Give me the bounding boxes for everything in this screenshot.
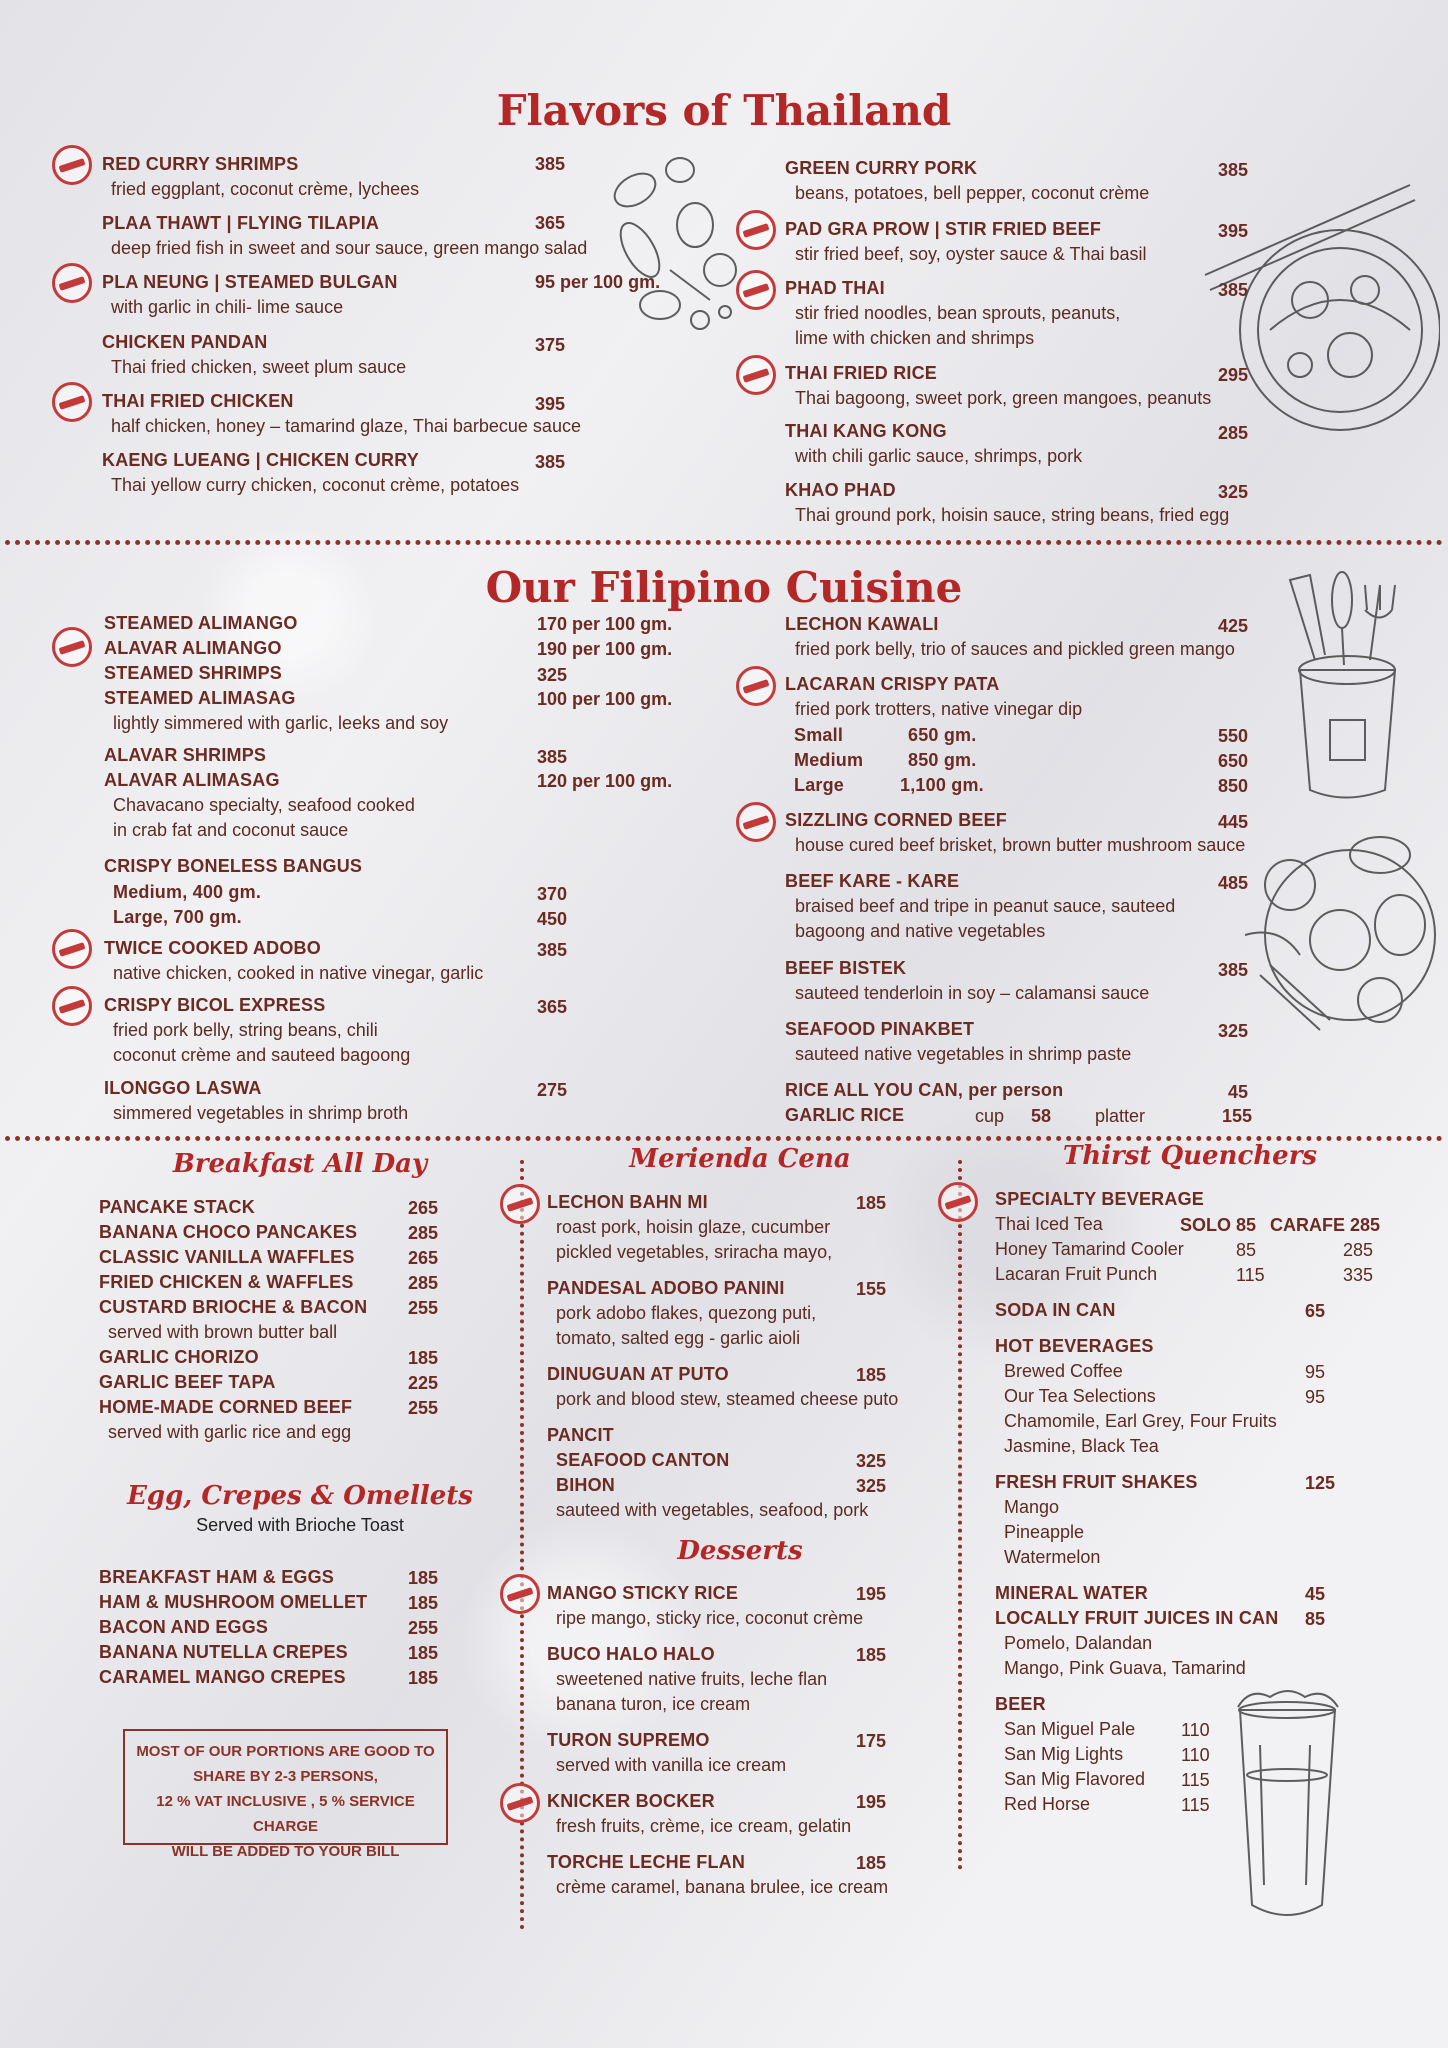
dish-price: 285	[408, 1273, 439, 1293]
dish-name: LECHON KAWALI	[785, 614, 939, 634]
dish-price: 485	[1218, 873, 1249, 893]
dish-price: 385	[1218, 960, 1249, 980]
dish-desc: sauteed tenderloin in soy – calamansi sauce	[795, 983, 1150, 1003]
dish-name: KHAO PHAD	[785, 480, 896, 500]
drink-category: HOT BEVERAGES	[995, 1336, 1154, 1356]
dish-size: Large, 700 gm.	[113, 907, 242, 927]
dish-weight: 850 gm.	[908, 750, 977, 770]
dish-price: 385	[537, 747, 568, 767]
drink-price: 110	[1181, 1720, 1210, 1740]
recommended-stamp-icon	[500, 1783, 540, 1823]
dish-desc: crème caramel, banana brulee, ice cream	[556, 1877, 889, 1897]
desserts-title: Desserts	[677, 1536, 803, 1566]
dish-price: 550	[1218, 726, 1249, 746]
dish-name: PANCAKE STACK	[99, 1197, 255, 1217]
dish-price: 265	[408, 1198, 439, 1218]
dish-weight: 1,100 gm.	[900, 775, 984, 795]
dish-name: KAENG LUEANG | CHICKEN CURRY	[102, 450, 419, 470]
dish-desc: with garlic in chili- lime sauce	[111, 297, 344, 317]
dish-name: PAD GRA PROW | STIR FRIED BEEF	[785, 219, 1102, 239]
recommended-stamp-icon	[52, 986, 92, 1026]
drink-category: FRESH FRUIT SHAKES	[995, 1472, 1198, 1492]
dish-desc: in crab fat and coconut sauce	[113, 820, 349, 840]
dish-desc: fried pork trotters, native vinegar dip	[795, 699, 1083, 719]
dish-price: 325	[1218, 1021, 1249, 1041]
dish-desc: Thai ground pork, hoisin sauce, string beans, fried egg	[795, 505, 1230, 525]
filipino-title: Our Filipino Cuisine	[485, 563, 963, 612]
dish-name: MANGO STICKY RICE	[547, 1583, 739, 1603]
dish-desc: Thai bagoong, sweet pork, green mangoes, peanuts	[795, 388, 1212, 408]
dish-sub: BIHON	[556, 1475, 615, 1495]
recommended-stamp-icon	[52, 382, 92, 422]
recommended-stamp-icon	[52, 263, 92, 303]
drink-category: SODA IN CAN	[995, 1300, 1116, 1320]
dish-price: 185	[408, 1668, 439, 1688]
dish-desc: fresh fruits, crème, ice cream, gelatin	[556, 1816, 852, 1836]
drink-category: SPECIALTY BEVERAGE	[995, 1189, 1204, 1209]
dish-desc: fried pork belly, trio of sauces and pickled green mango	[795, 639, 1235, 659]
dish-name: STEAMED ALIMANGO	[104, 613, 298, 633]
dish-desc: deep fried fish in sweet and sour sauce, green mango salad	[111, 238, 588, 258]
dish-price: 100 per 100 gm.	[537, 689, 673, 709]
dish-desc: Thai yellow curry chicken, coconut crème, potatoes	[111, 475, 520, 495]
dish-desc: Thai fried chicken, sweet plum sauce	[111, 357, 407, 377]
eggs-subtitle: Served with Brioche Toast	[196, 1515, 404, 1535]
dish-price: 370	[537, 884, 568, 904]
dish-price: 255	[408, 1298, 439, 1318]
dish-desc: banana turon, ice cream	[556, 1694, 751, 1714]
recommended-stamp-icon	[736, 666, 776, 706]
dish-price: 155	[856, 1279, 887, 1299]
dish-desc: served with garlic rice and egg	[108, 1422, 352, 1442]
dish-price: 185	[856, 1193, 887, 1213]
dish-name: BUCO HALO HALO	[547, 1644, 715, 1664]
dish-name: GARLIC BEEF TAPA	[99, 1372, 276, 1392]
dish-name: FRIED CHICKEN & WAFFLES	[99, 1272, 354, 1292]
dish-name: PANDESAL ADOBO PANINI	[547, 1278, 785, 1298]
drink-category: BEER	[995, 1694, 1046, 1714]
notice-line: WILL BE ADDED TO YOUR BILL	[171, 1843, 400, 1860]
dish-name: GARLIC RICE	[785, 1105, 905, 1125]
drink-name: Chamomile, Earl Grey, Four Fruits	[1004, 1411, 1277, 1431]
dish-name: TORCHE LECHE FLAN	[547, 1852, 746, 1872]
dish-price: 58	[1031, 1106, 1052, 1126]
dish-name: SEAFOOD PINAKBET	[785, 1019, 975, 1039]
dish-price: 45	[1228, 1082, 1249, 1102]
dish-name: ALAVAR SHRIMPS	[104, 745, 267, 765]
dish-price: 325	[856, 1476, 887, 1496]
dish-price: 850	[1218, 776, 1249, 796]
noodle-bowl-sketch-icon	[1200, 180, 1440, 440]
recommended-stamp-icon	[52, 627, 92, 667]
dish-price: 395	[535, 394, 566, 414]
drink-price-solo: 85	[1236, 1240, 1257, 1260]
dish-price: 395	[1218, 221, 1249, 241]
drink-name: Lacaran Fruit Punch	[995, 1264, 1158, 1284]
dish-price: 445	[1218, 812, 1249, 832]
dish-desc: roast pork, hoisin glaze, cucumber	[556, 1217, 831, 1237]
dish-desc: fried eggplant, coconut crème, lychees	[111, 179, 420, 199]
eggs-title: Egg, Crepes & Omellets	[127, 1481, 473, 1511]
drink-name: San Miguel Pale	[1004, 1719, 1136, 1739]
dish-name: BANANA CHOCO PANCAKES	[99, 1222, 358, 1242]
dish-price: 185	[408, 1568, 439, 1588]
dish-desc: Chavacano specialty, seafood cooked	[113, 795, 415, 815]
dish-desc: served with vanilla ice cream	[556, 1755, 787, 1775]
dish-sub: SEAFOOD CANTON	[556, 1450, 730, 1470]
dish-name: HOME-MADE CORNED BEEF	[99, 1397, 353, 1417]
dish-price: 185	[408, 1348, 439, 1368]
drink-price: 125	[1305, 1473, 1336, 1493]
notice-line: SHARE BY 2-3 PERSONS,	[193, 1768, 378, 1785]
dish-name: LECHON BAHN MI	[547, 1192, 708, 1212]
dish-name: THAI FRIED RICE	[785, 363, 938, 383]
drink-category: MINERAL WATER	[995, 1583, 1148, 1603]
dish-price: 325	[856, 1451, 887, 1471]
dish-name: STEAMED SHRIMPS	[104, 663, 283, 683]
drink-price: 115	[1181, 1770, 1210, 1790]
dish-price: 265	[408, 1248, 439, 1268]
dish-name: RED CURRY SHRIMPS	[102, 154, 299, 174]
dish-desc: fried pork belly, string beans, chili	[113, 1020, 378, 1040]
dish-price: 275	[537, 1080, 568, 1100]
dish-price: 365	[535, 213, 566, 233]
drink-name: San Mig Flavored	[1004, 1769, 1146, 1789]
dish-name: BEEF BISTEK	[785, 958, 907, 978]
recommended-stamp-icon	[736, 270, 776, 310]
dish-name: ALAVAR ALIMANGO	[104, 638, 282, 658]
recommended-stamp-icon	[938, 1182, 978, 1222]
dish-name: BACON AND EGGS	[99, 1617, 269, 1637]
drink-price: 110	[1181, 1745, 1210, 1765]
dish-price: 385	[535, 452, 566, 472]
dish-price: 175	[856, 1731, 887, 1751]
dish-desc: braised beef and tripe in peanut sauce, sauteed	[795, 896, 1176, 916]
dish-desc: native chicken, cooked in native vinegar, garlic	[113, 963, 484, 983]
drink-name: Mango, Pink Guava, Tamarind	[1004, 1658, 1246, 1678]
drink-name: Brewed Coffee	[1004, 1361, 1123, 1381]
dish-price: 325	[537, 665, 568, 685]
dish-desc: sweetened native fruits, leche flan	[556, 1669, 828, 1689]
drink-name: San Mig Lights	[1004, 1744, 1124, 1764]
dish-name: HAM & MUSHROOM OMELLET	[99, 1592, 368, 1612]
dish-name: GREEN CURRY PORK	[785, 158, 978, 178]
thailand-title: Flavors of Thailand	[496, 86, 952, 135]
drink-name: Mango	[1004, 1497, 1060, 1517]
dish-price: 155	[1222, 1106, 1253, 1126]
dish-name: THAI FRIED CHICKEN	[102, 391, 294, 411]
dish-desc: beans, potatoes, bell pepper, coconut crème	[795, 183, 1150, 203]
dish-desc: stir fried noodles, bean sprouts, peanuts,	[795, 303, 1121, 323]
drink-price: 95	[1305, 1362, 1326, 1382]
dish-name: CRISPY BONELESS BANGUS	[104, 856, 363, 876]
dish-desc: simmered vegetables in shrimp broth	[113, 1103, 409, 1123]
drink-name: Jasmine, Black Tea	[1004, 1436, 1159, 1456]
drink-price: 115	[1181, 1795, 1210, 1815]
notice-line: 12 % VAT INCLUSIVE , 5 % SERVICE CHARGE	[156, 1793, 415, 1835]
recommended-stamp-icon	[52, 145, 92, 185]
dish-name: RICE ALL YOU CAN, per person	[785, 1080, 1064, 1100]
dish-desc: lime with chicken and shrimps	[795, 328, 1035, 348]
dish-desc: house cured beef brisket, brown butter mushroom sauce	[795, 835, 1246, 855]
dish-name: PLAA THAWT | FLYING TILAPIA	[102, 213, 380, 233]
dish-weight: 650 gm.	[908, 725, 977, 745]
notice-line: MOST OF OUR PORTIONS ARE GOOD TO	[136, 1743, 435, 1760]
dish-name: ILONGGO LASWA	[104, 1078, 262, 1098]
dish-name: DINUGUAN AT PUTO	[547, 1364, 729, 1384]
dish-desc: ripe mango, sticky rice, coconut crème	[556, 1608, 864, 1628]
dish-price: 95 per 100 gm.	[535, 272, 661, 292]
dish-name: KNICKER BOCKER	[547, 1791, 715, 1811]
service-notice	[123, 1729, 448, 1860]
dish-price: 650	[1218, 751, 1249, 771]
vegetables-sketch-icon	[1230, 815, 1445, 1045]
dish-size: Medium	[794, 750, 864, 770]
dish-price: 325	[1218, 482, 1249, 502]
ingredients-sketch-icon	[600, 150, 750, 340]
dish-price: 195	[856, 1584, 887, 1604]
dish-desc: pork and blood stew, steamed cheese puto	[556, 1389, 899, 1409]
dish-price: 185	[856, 1853, 887, 1873]
dish-desc: coconut crème and sauteed bagoong	[113, 1045, 411, 1065]
dish-price: 225	[408, 1373, 439, 1393]
dish-desc: pork adobo flakes, quezong puti,	[556, 1303, 817, 1323]
portion-label: cup	[975, 1106, 1005, 1126]
dish-name: SIZZLING CORNED BEEF	[785, 810, 1008, 830]
drink-price-carafe: 335	[1343, 1265, 1374, 1285]
dish-name: THAI KANG KONG	[785, 421, 947, 441]
drink-price-carafe: CARAFE 285	[1270, 1215, 1381, 1235]
dish-price: 190 per 100 gm.	[537, 639, 673, 659]
recommended-stamp-icon	[736, 355, 776, 395]
dish-desc: lightly simmered with garlic, leeks and soy	[113, 713, 449, 733]
dish-price: 285	[408, 1223, 439, 1243]
drink-price: 45	[1305, 1584, 1326, 1604]
dish-name: LACARAN CRISPY PATA	[785, 674, 1000, 694]
dish-price: 185	[856, 1645, 887, 1665]
dish-name: CRISPY BICOL EXPRESS	[104, 995, 326, 1015]
dish-size: Medium, 400 gm.	[113, 882, 262, 902]
dish-name: CARAMEL MANGO CREPES	[99, 1667, 346, 1687]
dish-name: BEEF KARE - KARE	[785, 871, 960, 891]
dish-name: ALAVAR ALIMASAG	[104, 770, 280, 790]
dish-price: 425	[1218, 616, 1249, 636]
dish-price: 450	[537, 909, 568, 929]
dish-price: 385	[1218, 280, 1249, 300]
utensil-holder-sketch-icon	[1270, 570, 1420, 805]
drink-category: LOCALLY FRUIT JUICES IN CAN	[995, 1608, 1279, 1628]
dish-size: Large	[794, 775, 845, 795]
recommended-stamp-icon	[500, 1574, 540, 1614]
dish-price: 170 per 100 gm.	[537, 614, 673, 634]
dish-name: BREAKFAST HAM & EGGS	[99, 1567, 335, 1587]
beer-glass-sketch-icon	[1230, 1685, 1345, 1930]
drink-name: Honey Tamarind Cooler	[995, 1239, 1184, 1259]
dish-name: CHICKEN PANDAN	[102, 332, 268, 352]
dish-desc: sauteed native vegetables in shrimp paste	[795, 1044, 1132, 1064]
dish-price: 295	[1218, 365, 1249, 385]
recommended-stamp-icon	[52, 929, 92, 969]
dish-price: 255	[408, 1398, 439, 1418]
dish-name: BANANA NUTELLA CREPES	[99, 1642, 348, 1662]
dish-price: 195	[856, 1792, 887, 1812]
recommended-stamp-icon	[736, 802, 776, 842]
dish-name: CUSTARD BRIOCHE & BACON	[99, 1297, 368, 1317]
dish-desc: pickled vegetables, sriracha mayo,	[556, 1242, 833, 1262]
dish-desc: sauteed with vegetables, seafood, pork	[556, 1500, 869, 1520]
drink-price-carafe: 285	[1343, 1240, 1374, 1260]
dish-name: GARLIC CHORIZO	[99, 1347, 259, 1367]
portion-label: platter	[1095, 1106, 1146, 1126]
dish-price: 185	[408, 1593, 439, 1613]
dish-name: TURON SUPREMO	[547, 1730, 710, 1750]
drink-name: Red Horse	[1004, 1794, 1091, 1814]
dish-size: Small	[794, 725, 844, 745]
merienda-title: Merienda Cena	[629, 1144, 851, 1174]
dish-price: 285	[1218, 423, 1249, 443]
dish-name: TWICE COOKED ADOBO	[104, 938, 321, 958]
drink-price-solo: SOLO 85	[1180, 1215, 1257, 1235]
dish-price: 365	[537, 997, 568, 1017]
dish-name: CLASSIC VANILLA WAFFLES	[99, 1247, 355, 1267]
drink-price: 65	[1305, 1301, 1326, 1321]
dish-name: STEAMED ALIMASAG	[104, 688, 296, 708]
dish-price: 185	[856, 1365, 887, 1385]
column-divider	[958, 1160, 962, 1870]
dish-price: 375	[535, 335, 566, 355]
dish-price: 185	[408, 1643, 439, 1663]
drink-price: 95	[1305, 1387, 1326, 1407]
section-divider	[5, 540, 1443, 545]
dish-desc: with chili garlic sauce, shrimps, pork	[795, 446, 1083, 466]
breakfast-title: Breakfast All Day	[172, 1149, 428, 1179]
dish-price: 255	[408, 1618, 439, 1638]
recommended-stamp-icon	[736, 210, 776, 250]
dish-name: PLA NEUNG | STEAMED BULGAN	[102, 272, 398, 292]
recommended-stamp-icon	[500, 1184, 540, 1224]
drink-price: 85	[1305, 1609, 1326, 1629]
drink-name: Watermelon	[1004, 1547, 1101, 1567]
dish-desc: half chicken, honey – tamarind glaze, Thai barbecue sauce	[111, 416, 581, 436]
dish-price: 385	[535, 154, 566, 174]
drink-name: Pineapple	[1004, 1522, 1085, 1542]
dish-desc: bagoong and native vegetables	[795, 921, 1046, 941]
thirst-title: Thirst Quenchers	[1062, 1141, 1318, 1171]
drink-name: Thai Iced Tea	[995, 1214, 1103, 1234]
dish-price: 385	[537, 940, 568, 960]
dish-price: 385	[1218, 160, 1249, 180]
dish-desc: stir fried beef, soy, oyster sauce & Thai basil	[795, 244, 1147, 264]
dish-name: PANCIT	[547, 1425, 614, 1445]
drink-name: Our Tea Selections	[1004, 1386, 1156, 1406]
dish-desc: served with brown butter ball	[108, 1322, 338, 1342]
dish-name: PHAD THAI	[785, 278, 885, 298]
drink-name: Pomelo, Dalandan	[1004, 1633, 1153, 1653]
dish-price: 120 per 100 gm.	[537, 771, 673, 791]
dish-desc: tomato, salted egg - garlic aioli	[556, 1328, 801, 1348]
drink-price-solo: 115	[1236, 1265, 1265, 1285]
